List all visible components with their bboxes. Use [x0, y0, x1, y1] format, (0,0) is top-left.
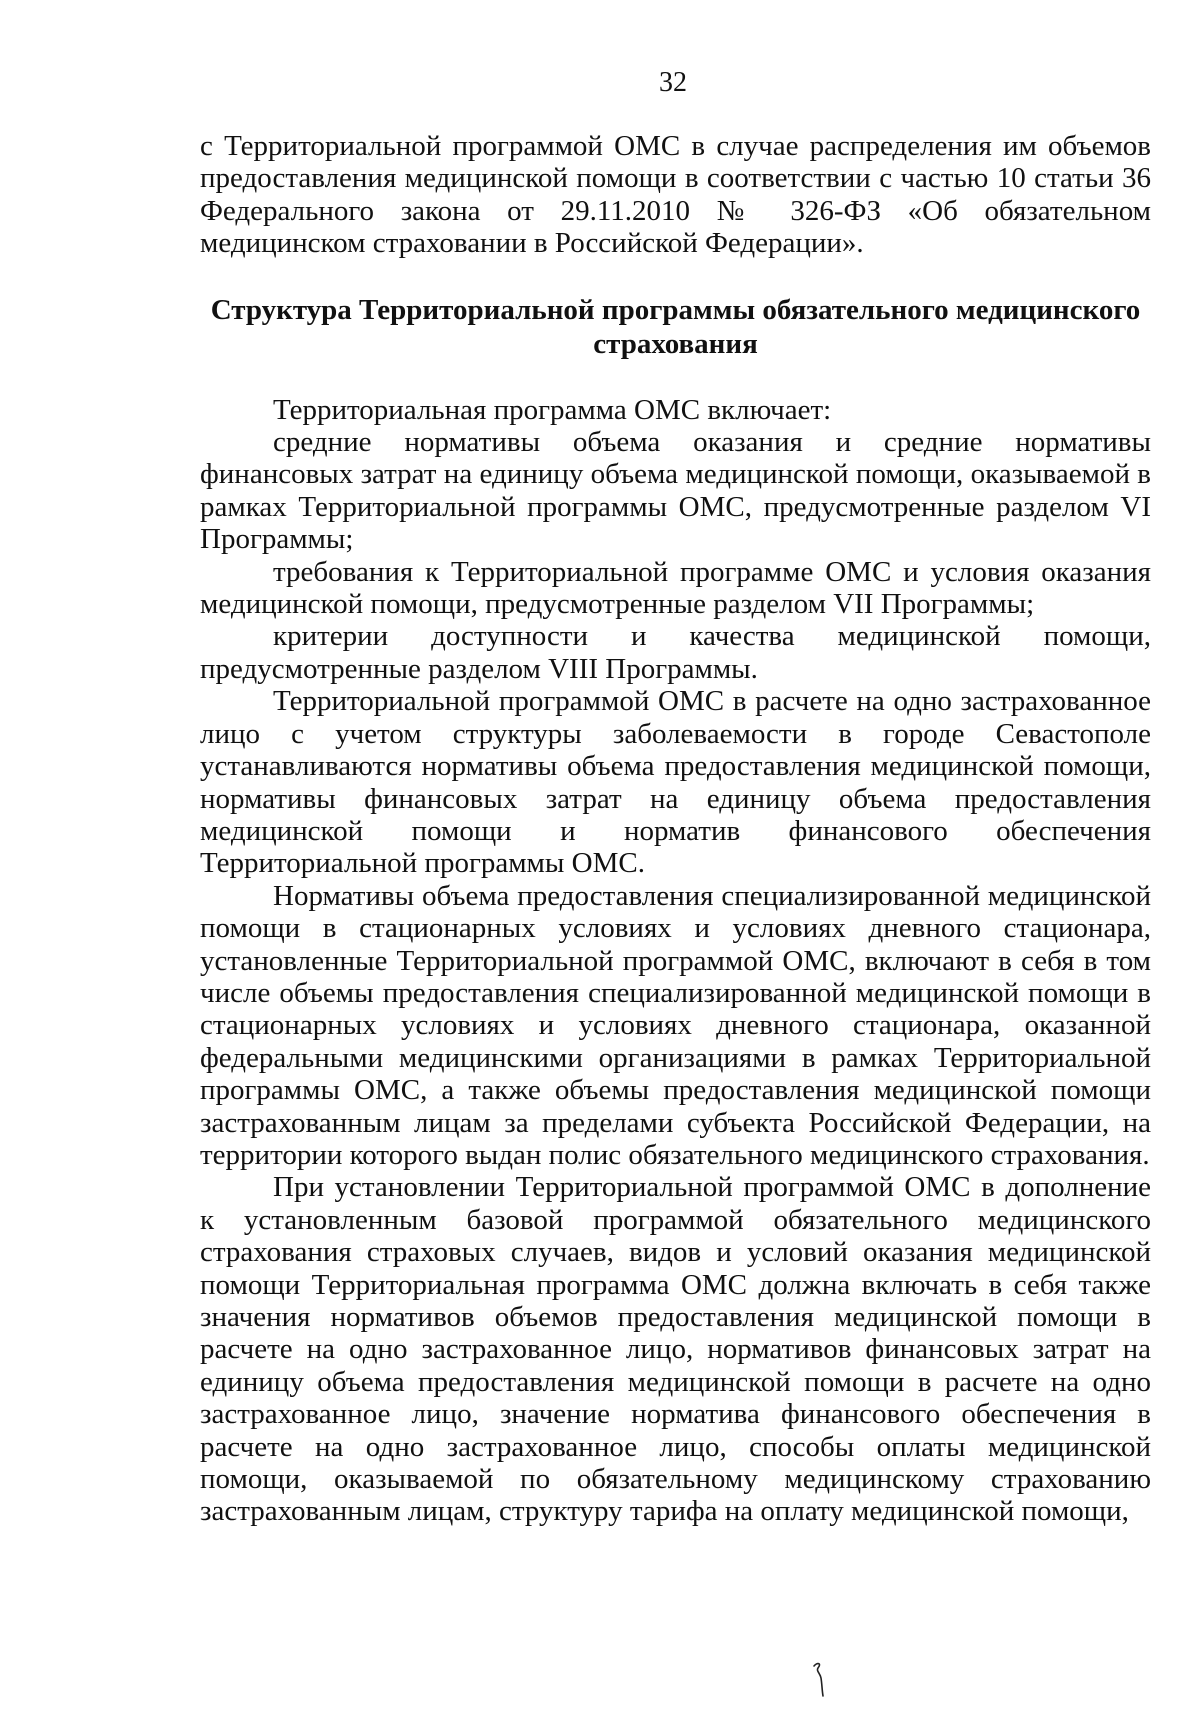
- paragraph-2: Территориальная программа ОМС включает:: [273, 393, 832, 426]
- initials-mark: [808, 1660, 828, 1700]
- paragraph-4: требования к Территориальной программе ОМС и условия оказания медицинской помощи, предусмотренные разделом VII Программы;: [200, 555, 1151, 621]
- paragraph-1: с Территориальной программой ОМС в случае распределения им объемов предоставления медицинской помощи в соответствии с частью 10 статьи 36 Федерального закона от 29.11.2010 № 326-ФЗ «Об обязательном медицинском страховании в Российской Федерации».: [200, 130, 1151, 260]
- document-body: [200, 130, 1151, 1528]
- page-number: 32: [659, 67, 687, 98]
- paragraph-5: критерии доступности и качества медицинской помощи, предусмотренные разделом VIII Программы.: [200, 620, 1151, 685]
- paragraph-3: средние нормативы объема оказания и средние нормативы финансовых затрат на единицу объема медицинской помощи, оказываемой в рамках Территориальной программы ОМС, предусмотренные разделом VI Программы;: [200, 426, 1151, 556]
- paragraph-6: Территориальной программой ОМС в расчете на одно застрахованное лицо с учетом структуры заболеваемости в городе Севастополе устанавливаются нормативы объема предоставления медицинской помощи, нормативы финансовых затрат на единицу объема предоставления медицинской помощи и норматив финансового обеспечения Территориальной программы ОМС.: [200, 685, 1151, 880]
- section-heading: Структура Территориальной программы обязательного медицинского страхования: [210, 293, 1141, 360]
- paragraph-8: При установлении Территориальной программой ОМС в дополнение к установленным базовой программой обязательного медицинского страхования страховых случаев, видов и условий оказания медицинской помощи Территориальная программа ОМС должна включать в себя также значения нормативов объемов предоставления медицинской помощи в расчете на одно застрахованное лицо, нормативов финансовых затрат на единицу объема предоставления медицинской помощи в расчете на одно застрахованное лицо, значение норматива финансового обеспечения в расчете на одно застрахованное лицо, способы оплаты медицинской помощи, оказываемой по обязательному медицинскому страхованию застрахованным лицам, структуру тарифа на оплату медицинской помощи,: [200, 1171, 1151, 1528]
- paragraph-7: Нормативы объема предоставления специализированной медицинской помощи в стационарных условиях и условиях дневного стационара, установленные Территориальной программой ОМС, включают в себя в том числе объемы предоставления специализированной медицинской помощи в стационарных условиях и условиях дневного стационара, оказанной федеральными медицинскими организациями в рамках Территориальной программы ОМС, а также объемы предоставления медицинской помощи застрахованным лицам за пределами субъекта Российской Федерации, на территории которого выдан полис обязательного медицинского страхования.: [200, 879, 1151, 1171]
